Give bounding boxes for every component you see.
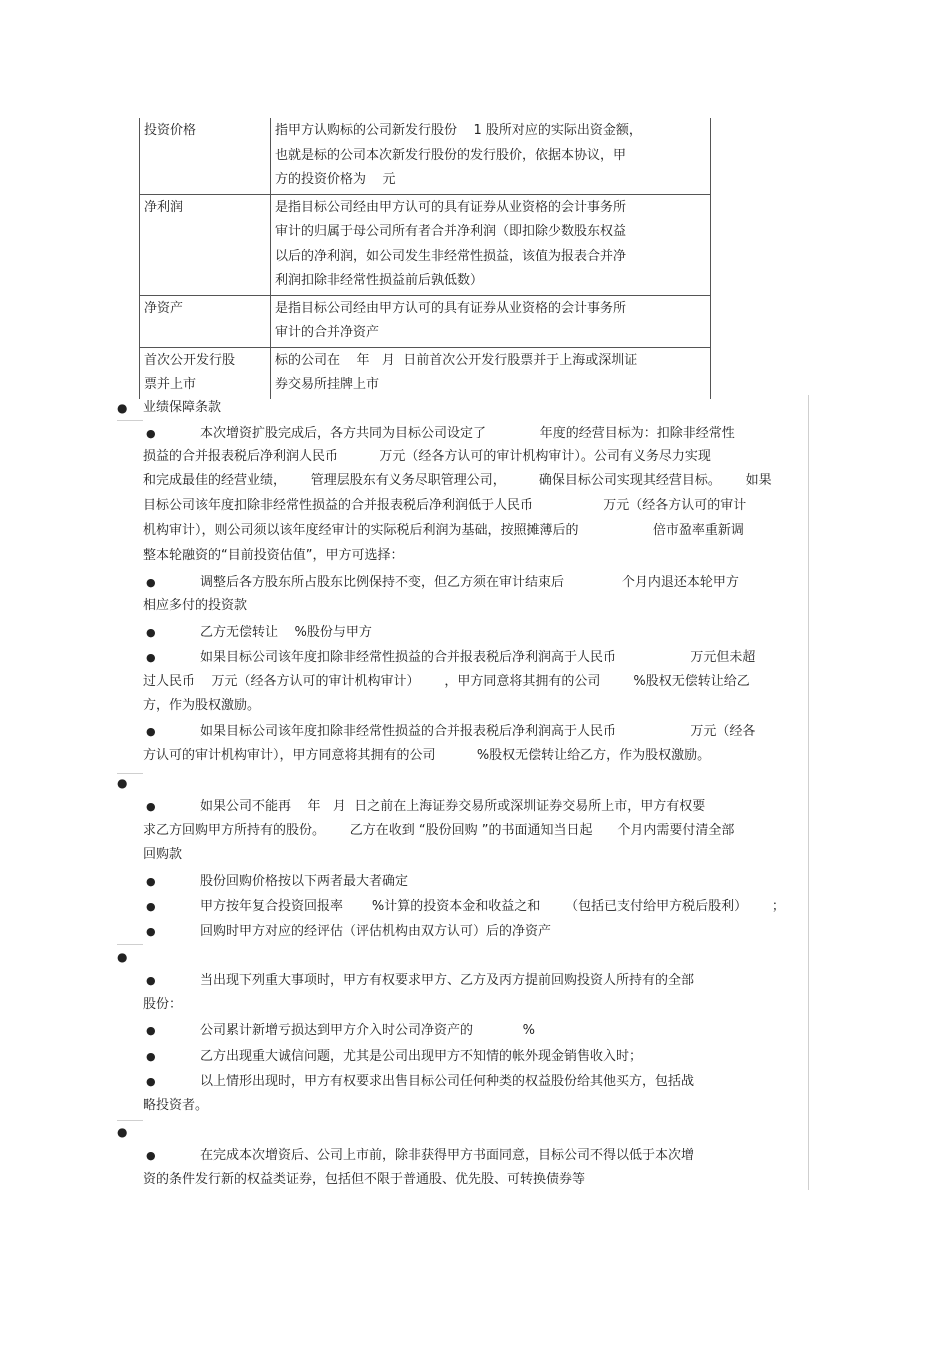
section-marker: ● xyxy=(117,401,128,415)
text-line: 以上情形出现时，甲方有权要求出售目标公司任何种类的权益股份给其他买方，包括战 xyxy=(200,1074,695,1089)
bullet: ● xyxy=(146,1050,156,1063)
text-line: 股份： xyxy=(143,997,183,1012)
bullet: ● xyxy=(146,427,156,440)
section-marker: ● xyxy=(117,950,128,964)
table-row xyxy=(140,295,711,347)
definition-cell: 标的公司在 年 月 日前首次公开发行股票并于上海或深圳证 券交易所挂牌上市 xyxy=(271,347,711,399)
divider xyxy=(117,420,143,421)
bullet: ● xyxy=(146,651,156,664)
bullet: ● xyxy=(146,800,156,813)
text-line: 资的条件发行新的权益类证券，包括但不限于普通股、优先股、可转换债券等 xyxy=(143,1172,586,1187)
divider xyxy=(117,1120,143,1121)
text-line: 机构审计），则公司须以该年度经审计的实际税后利润为基础，按照摊薄后的 倍市盈率重新调 xyxy=(143,523,744,538)
section-marker: ● xyxy=(117,1125,128,1139)
text-line: 本次增资扩股完成后，各方共同为目标公司设定了 年度的经营目标为：扣除非经常性 xyxy=(200,426,735,441)
divider xyxy=(117,773,143,774)
bullet: ● xyxy=(146,1024,156,1037)
text-line: 损益的合并报表税后净利润人民币 万元（经各方认可的审计机构审计）。公司有义务尽力实现 xyxy=(143,449,711,464)
divider xyxy=(117,944,143,945)
section-marker: ● xyxy=(117,776,128,790)
text-line: 过人民币 万元（经各方认可的审计机构审计） ，甲方同意将其拥有的公司 %股权无偿转让给乙 xyxy=(143,674,750,689)
text-line: 目标公司该年度扣除非经常性损益的合并报表税后净利润低于人民币 万元（经各方认可的审计 xyxy=(143,498,747,513)
text-line: 股份回购价格按以下两者最大者确定 xyxy=(200,874,409,889)
definition-cell: 是指目标公司经由甲方认可的具有证券从业资格的会计事务所 审计的归属于母公司所有者合并净利润（即扣除少数股东权益 以后的净利润，如公司发生非经常性损益，该值为报表合并净 利润扣除非经常性损益前后孰低数） xyxy=(271,194,711,295)
text-line: 调整后各方股东所占股东比例保持不变，但乙方须在审计结束后 个月内退还本轮甲方 xyxy=(200,575,739,590)
text-line: 如果目标公司该年度扣除非经常性损益的合并报表税后净利润高于人民币 万元（经各 xyxy=(200,724,756,739)
text-line: 整本轮融资的“目前投资估值”，甲方可选择： xyxy=(143,548,404,563)
bullet: ● xyxy=(146,1075,156,1088)
term-cell: 净利润 xyxy=(140,194,271,295)
text-line: 当出现下列重大事项时，甲方有权要求甲方、乙方及丙方提前回购投资人所持有的全部 xyxy=(200,973,695,988)
text-line: 乙方出现重大诚信问题，尤其是公司出现甲方不知情的帐外现金销售收入时； xyxy=(200,1049,643,1064)
definition-cell: 指甲方认购标的公司新发行股份 1 股所对应的实际出资金额， 也就是标的公司本次新发行股份的发行股价，依据本协议，甲 方的投资价格为 元 xyxy=(271,118,711,194)
text-line: 相应多付的投资款 xyxy=(143,598,248,613)
bullet: ● xyxy=(146,974,156,987)
term-cell: 投资价格 xyxy=(140,118,271,194)
bullet: ● xyxy=(146,626,156,639)
definitions-table xyxy=(139,118,711,399)
bullet: ● xyxy=(146,725,156,738)
text-line: 回购款 xyxy=(143,847,183,862)
bullet: ● xyxy=(146,875,156,888)
text-line: 方，作为股权激励。 xyxy=(143,698,261,713)
bullet: ● xyxy=(146,576,156,589)
table-row xyxy=(140,347,711,399)
text-line: 如果目标公司该年度扣除非经常性损益的合并报表税后净利润高于人民币 万元但未超 xyxy=(200,650,756,665)
text-line: 求乙方回购甲方所持有的股份。 乙方在收到 “股份回购 ”的书面通知当日起 个月内需要付清全部 xyxy=(143,823,735,838)
text-line: 甲方按年复合投资回报率 %计算的投资本金和收益之和 （包括已支付给甲方税后股利） ； xyxy=(200,899,785,914)
text-line: 和完成最佳的经营业绩， 管理层股东有义务尽职管理公司， 确保目标公司实现其经营目标。 如果 xyxy=(143,473,772,488)
bullet: ● xyxy=(146,925,156,938)
text-line: 方认可的审计机构审计），甲方同意将其拥有的公司 %股权无偿转让给乙方，作为股权激励。 xyxy=(143,748,711,763)
text-line: 公司累计新增亏损达到甲方介入时公司净资产的 % xyxy=(200,1023,535,1038)
table-row xyxy=(140,194,711,295)
frame-right-border xyxy=(808,395,809,1190)
text-line: 在完成本次增资后、公司上市前，除非获得甲方书面同意，目标公司不得以低于本次增 xyxy=(200,1148,695,1163)
term-cell: 净资产 xyxy=(140,295,271,347)
bullet: ● xyxy=(146,900,156,913)
table-row xyxy=(140,118,711,194)
definition-cell: 是指目标公司经由甲方认可的具有证券从业资格的会计事务所 审计的合并净资产 xyxy=(271,295,711,347)
text-line: 如果公司不能再 年 月 日之前在上海证券交易所或深圳证券交易所上市，甲方有权要 xyxy=(200,799,706,814)
text-line: 乙方无偿转让 %股份与甲方 xyxy=(200,625,372,640)
term-cell: 首次公开发行股 票并上市 xyxy=(140,347,271,399)
text-line: 略投资者。 xyxy=(143,1098,209,1113)
bullet: ● xyxy=(146,1149,156,1162)
section-title: 业绩保障条款 xyxy=(143,400,222,415)
text-line: 回购时甲方对应的经评估（评估机构由双方认可）后的净资产 xyxy=(200,924,552,939)
